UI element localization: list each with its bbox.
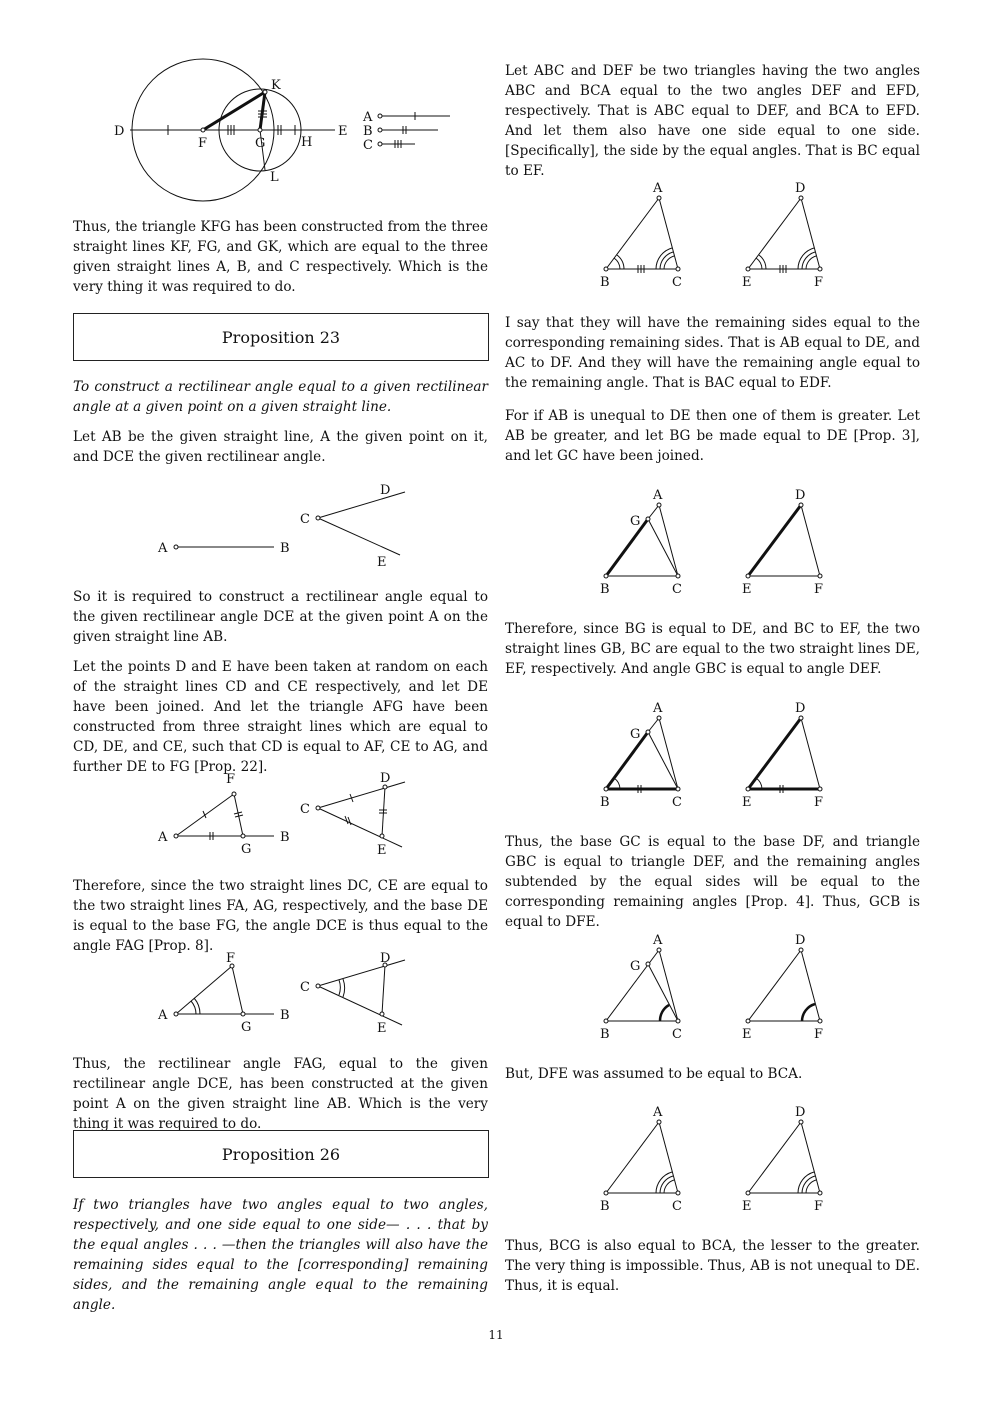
prop26-paragraph-3: For if AB is unequal to DE then one of them is greater. Let AB be greater, and let BG be made equal to DE [Prop. 3], and let GC have been joined. [505, 408, 920, 464]
prop26-paragraph-6: But, DFE was assumed to be equal to BCA. [505, 1066, 803, 1082]
figure-triangles-afg-cde [150, 770, 450, 860]
figure-bg-equal-de [590, 485, 890, 595]
label-A: A [653, 1105, 663, 1120]
label-F: F [198, 136, 208, 151]
prop23-statement: To construct a rectilinear angle equal to a given rectilinear angle at a given point on a given straight line. [73, 379, 488, 415]
prop23-paragraph-5: Thus, the rectilinear angle FAG, equal to the given rectilinear angle DCE, has been constructed at the given point A on the given straight line AB. Which is the very thing it was required to do. [73, 1056, 488, 1132]
prop26-paragraph-5: Thus, the base GC is equal to the base DF, and triangle GBC is equal to triangle DEF, and the remaining angles subtended by the equal sides will be equal to the corresponding remaining angles [Prop. 4]. Thus, GCB is equal to DFE. [505, 834, 920, 930]
label-E: E [377, 843, 387, 858]
label-C: C [672, 795, 682, 810]
label-D: D [795, 933, 806, 948]
label-F: F [814, 582, 824, 597]
label-E: E [338, 124, 348, 139]
prop23-paragraph-4: Therefore, since the two straight lines DC, CE are equal to the two straight lines FA, AG, respectively, and the base DE is equal to the base FG, the angle DCE is thus equal to the angle FAG [Prop. 8]. [73, 878, 488, 954]
label-C: C [672, 582, 682, 597]
label-A: A [653, 933, 663, 948]
label-B: B [280, 1008, 290, 1023]
prop26-statement: If two triangles have two angles equal to two angles, respectively, and one side equal to one side— . . . that by the equal angles . . . —then the triangles will also have the remaining sides equal to the [corresponding] remaining sides, and the remaining angle equal to the remaining angle. [73, 1197, 488, 1313]
label-G: G [630, 727, 641, 742]
label-G: G [630, 514, 641, 529]
figure-equal-angles-fag-dce [150, 948, 450, 1038]
label-D: D [114, 124, 125, 139]
label-A: A [653, 488, 663, 503]
prop26-paragraph-7: Thus, BCG is also equal to BCA, the lesser to the greater. The very thing is impossible. Thus, AB is not unequal to DE. Thus, it is equal. [505, 1238, 920, 1294]
label-L: L [270, 170, 279, 185]
prop26-paragraph-2: I say that they will have the remaining sides equal to the corresponding remaining sides. That is AB equal to DE, and AC to DF. And they will have the remaining angle equal to the remaining angle. That is BAC equal to EDF. [505, 315, 920, 391]
label-B: B [363, 124, 373, 139]
label-A: A [653, 701, 663, 716]
label-A: A [653, 181, 663, 196]
page-number: 11 [488, 1328, 504, 1342]
label-A: A [158, 1008, 168, 1023]
label-A: A [158, 541, 168, 556]
label-F: F [814, 1199, 824, 1214]
label-B: B [600, 1027, 610, 1042]
label-B: B [600, 582, 610, 597]
label-B: B [280, 541, 290, 556]
label-C: C [300, 802, 310, 817]
label-C: C [672, 1027, 682, 1042]
label-D: D [380, 771, 391, 786]
label-E: E [742, 582, 752, 597]
label-D: D [795, 701, 806, 716]
figure-gbc-def [590, 698, 890, 808]
figure-gcb-dfe [590, 930, 890, 1040]
label-G: G [630, 959, 641, 974]
label-B: B [600, 795, 610, 810]
figure-prop22-construction [110, 60, 510, 220]
label-A: A [158, 830, 168, 845]
label-G: G [241, 1020, 252, 1035]
label-B: B [280, 830, 290, 845]
label-B: B [600, 1199, 610, 1214]
figure-bca-dfe [590, 1102, 890, 1212]
prop23-paragraph-1: Let AB be the given straight line, A the given point on it, and DCE the given rectilinear angle. [73, 429, 488, 465]
label-C: C [672, 275, 682, 290]
label-E: E [377, 555, 387, 570]
label-D: D [380, 951, 391, 966]
label-D: D [795, 181, 806, 196]
figure-given-angle [150, 480, 450, 570]
label-E: E [742, 1199, 752, 1214]
label-F: F [814, 1027, 824, 1042]
label-F: F [226, 772, 236, 787]
label-D: D [380, 483, 391, 498]
label-E: E [742, 275, 752, 290]
prop26-paragraph-1: Let ABC and DEF be two triangles having the two angles ABC and BCA equal to the two angles DEF and EFD, respectively. That is ABC equal to DEF, and BCA to EFD. And let them also have one side equal to one side. [Specifically], the side by the equal angles. That is BC equal to EF. [505, 63, 920, 179]
label-D: D [795, 1105, 806, 1120]
label-G: G [255, 136, 266, 151]
label-A: A [363, 110, 373, 125]
label-C: C [300, 512, 310, 527]
label-G: G [241, 842, 252, 857]
paragraph-kfg: Thus, the triangle KFG has been constructed from the three straight lines KF, FG, and GK, which are equal to the three given straight lines A, B, and C respectively. Which is the very thing it was required to do. [73, 219, 488, 295]
label-E: E [742, 1027, 752, 1042]
prop23-paragraph-3: Let the points D and E have been taken at random on each of the straight lines CD and CE respectively, and let DE have been joined. And let the triangle AFG have been constructed from three straight lines which are equal to CD, DE, and CE, such that CD is equal to AF, CE to AG, and further DE to FG [Prop. 22]. [73, 659, 488, 775]
label-F: F [814, 275, 824, 290]
figure-triangles-abc-def [590, 178, 890, 288]
label-F: F [814, 795, 824, 810]
label-B: B [600, 275, 610, 290]
label-E: E [377, 1021, 387, 1036]
prop23-paragraph-2: So it is required to construct a rectilinear angle equal to the given rectilinear angle DCE at the given point A on the given straight line AB. [73, 589, 488, 645]
label-C: C [300, 980, 310, 995]
label-E: E [742, 795, 752, 810]
prop26-paragraph-4: Therefore, since BG is equal to DE, and BC to EF, the two straight lines GB, BC are equal to the two straight lines DE, EF, respectively. And angle GBC is equal to angle DEF. [505, 621, 920, 677]
label-H: H [301, 135, 313, 150]
label-F: F [226, 951, 236, 966]
label-C: C [672, 1199, 682, 1214]
label-C: C [363, 138, 373, 153]
proposition-26-title: Proposition 26 [73, 1130, 489, 1178]
proposition-23-title: Proposition 23 [73, 313, 489, 361]
label-K: K [271, 78, 281, 93]
label-D: D [795, 488, 806, 503]
